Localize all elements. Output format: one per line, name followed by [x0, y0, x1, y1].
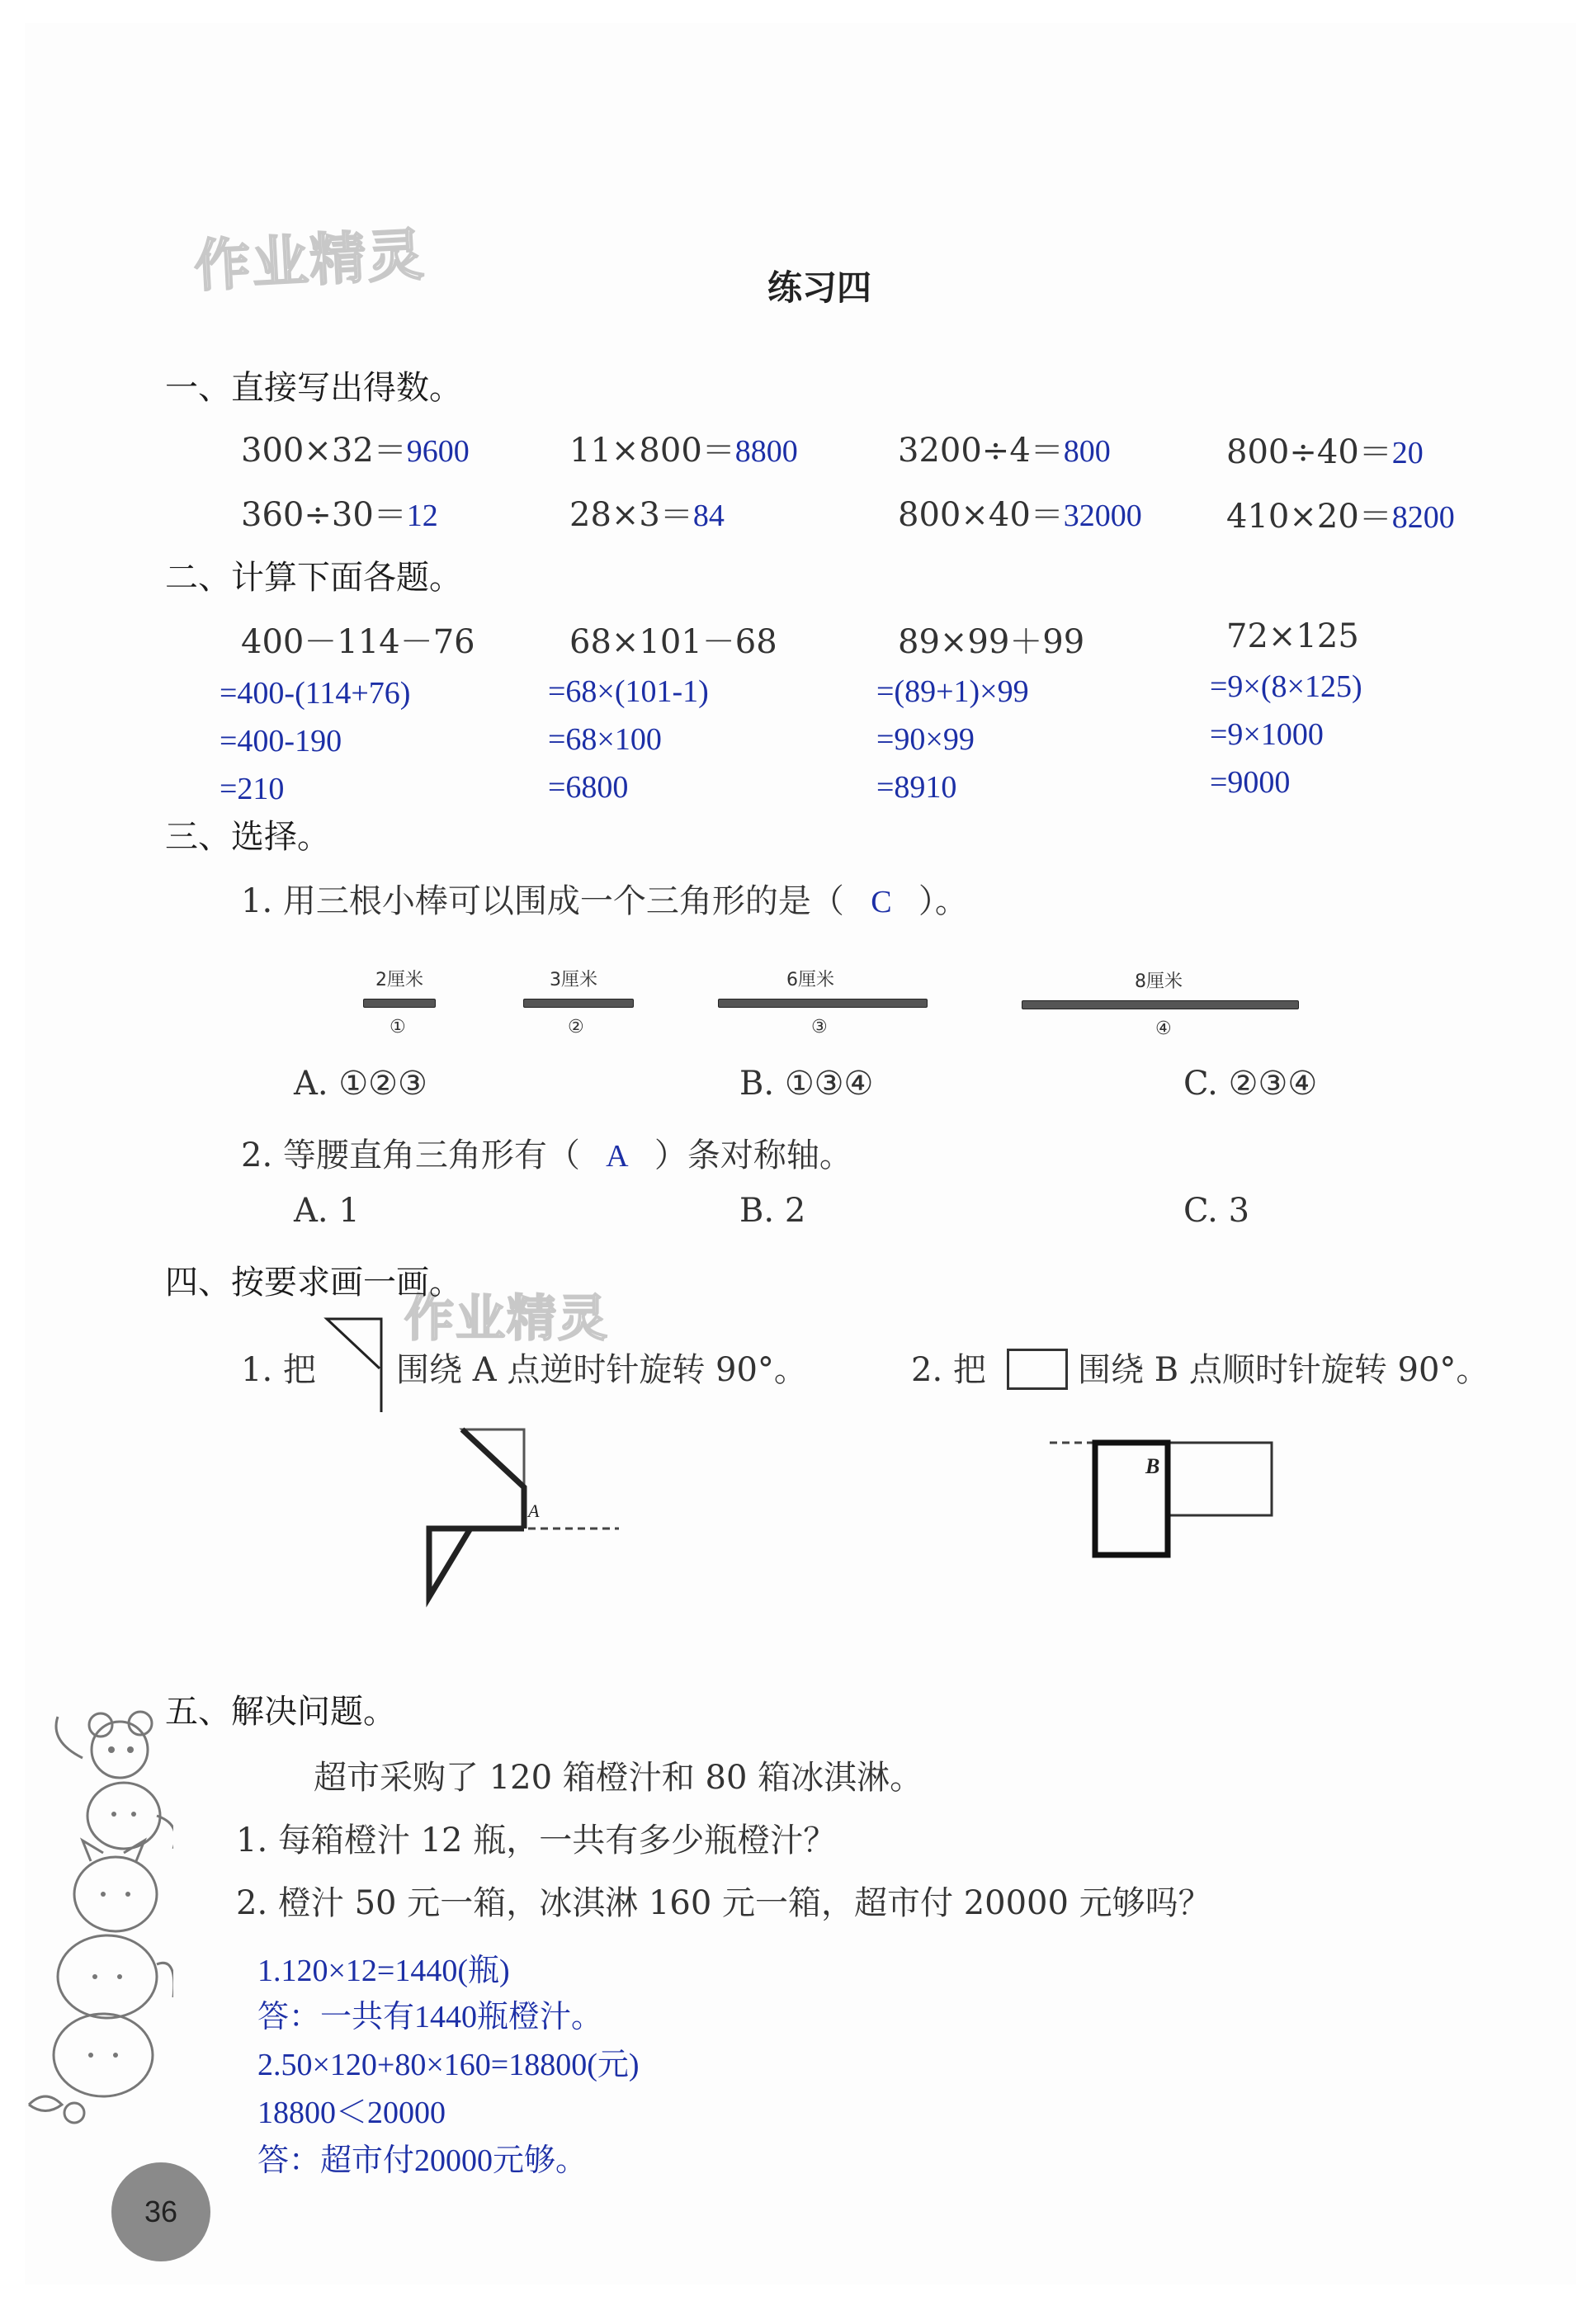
section-3-heading: 三、选择。	[165, 818, 330, 856]
s2-a4-line2: =9×1000	[1210, 717, 1324, 752]
s1-q6: 28×3＝84	[569, 496, 725, 534]
s2-a2-line3: =6800	[548, 770, 629, 805]
s3-question-2: 2. 等腰直角三角形有（ A ）条对称轴。	[241, 1136, 852, 1174]
stick-3	[718, 999, 928, 1008]
s5-question-1: 1. 每箱橙汁 12 瓶，一共有多少瓶橙汁？	[236, 1822, 837, 1859]
s2-a4-line3: =9000	[1210, 765, 1291, 800]
s4-q2-text: 围绕 B 点顺时针旋转 90°。	[1078, 1351, 1490, 1389]
section-2-heading: 二、计算下面各题。	[165, 559, 462, 597]
s5-answer-line-3: 2.50×120+80×160=18800(元)	[257, 2048, 640, 2082]
s3-q2-option-c: C. 3	[1183, 1192, 1250, 1230]
section-5-heading: 五、解决问题。	[165, 1693, 396, 1731]
s2-a1-line3: =210	[220, 772, 285, 806]
s1-q4: 800÷40＝20	[1226, 433, 1424, 471]
s3-q1-option-c: C. ②③④	[1183, 1065, 1318, 1103]
s4-q2-prefix: 2. 把	[911, 1351, 986, 1389]
s2-a1-line1: =400-(114+76)	[220, 676, 411, 711]
stick-number-2: ②	[568, 1017, 584, 1037]
s2-a2-line1: =68×(101-1)	[548, 674, 709, 709]
stick-2	[523, 999, 634, 1008]
s2-a4-line1: =9×(8×125)	[1210, 669, 1362, 704]
rectangle-shape-icon	[1007, 1349, 1068, 1390]
s2-a3-line2: =90×99	[876, 722, 975, 757]
s3-q1-option-b: B. ①③④	[739, 1065, 874, 1103]
stick-label-2: 3厘米	[550, 970, 597, 990]
rotation-drawing-b	[1048, 1436, 1279, 1560]
watermark: 作业精灵	[404, 1290, 609, 1348]
stacked-animals-illustration	[25, 1692, 173, 2129]
stick-number-3: ③	[811, 1017, 828, 1037]
stick-label-4: 8厘米	[1135, 971, 1183, 992]
s3-question-1: 1. 用三根小棒可以围成一个三角形的是（ C ）。	[241, 882, 968, 920]
stick-number-1: ①	[390, 1017, 406, 1037]
s2-q2: 68×101－68	[569, 623, 777, 661]
stick-label-1: 2厘米	[375, 970, 423, 990]
s2-q1: 400－114－76	[241, 623, 475, 661]
s1-q2: 11×800＝8800	[569, 432, 798, 470]
s1-q7: 800×40＝32000	[898, 496, 1142, 534]
s4-q1-text: 围绕 A 点逆时针旋转 90°。	[396, 1351, 807, 1389]
s1-q1: 300×32＝9600	[241, 432, 470, 470]
s2-a2-line2: =68×100	[548, 722, 662, 757]
watermark: 作业精灵	[192, 222, 427, 300]
s5-intro: 超市采购了 120 箱橙汁和 80 箱冰淇淋。	[314, 1759, 923, 1797]
point-b-label: B	[1145, 1454, 1160, 1478]
s3-q1-option-a: A. ①②③	[294, 1065, 427, 1103]
s5-answer-line-2: 答：一共有1440瓶橙汁。	[257, 2000, 603, 2034]
s5-answer-line-5: 答：超市付20000元够。	[257, 2143, 588, 2178]
stick-1	[363, 999, 436, 1008]
section-4-heading: 四、按要求画一画。	[165, 1264, 462, 1302]
page-number: 36	[111, 2162, 210, 2261]
stick-label-3: 6厘米	[786, 970, 834, 990]
s3-q2-option-b: B. 2	[739, 1192, 806, 1230]
stick-number-4: ④	[1155, 1018, 1172, 1039]
s5-answer-line-4: 18800＜20000	[257, 2096, 446, 2130]
s1-q8: 410×20＝8200	[1226, 498, 1455, 536]
s2-a3-line1: =(89+1)×99	[876, 674, 1029, 709]
s1-q3: 3200÷4＝800	[898, 432, 1111, 470]
section-1-heading: 一、直接写出得数。	[165, 369, 462, 407]
s2-a3-line3: =8910	[876, 770, 957, 805]
point-a-label: A	[528, 1500, 540, 1521]
s3-q2-option-a: A. 1	[294, 1192, 360, 1230]
s1-q5: 360÷30＝12	[241, 496, 438, 534]
s2-q4: 72×125	[1226, 617, 1359, 655]
s5-answer-line-1: 1.120×12=1440(瓶)	[257, 1954, 510, 1988]
flag-shape-icon	[323, 1317, 390, 1416]
s5-question-2: 2. 橙汁 50 元一箱，冰淇淋 160 元一箱，超市付 20000 元够吗？	[236, 1884, 1211, 1922]
rotation-drawing-a	[413, 1420, 635, 1609]
s2-q3: 89×99＋99	[898, 623, 1085, 661]
s4-q1-prefix: 1. 把	[241, 1351, 316, 1389]
s2-a1-line2: =400-190	[220, 724, 342, 758]
stick-4	[1022, 1000, 1299, 1009]
page-title: 练习四	[767, 267, 872, 308]
